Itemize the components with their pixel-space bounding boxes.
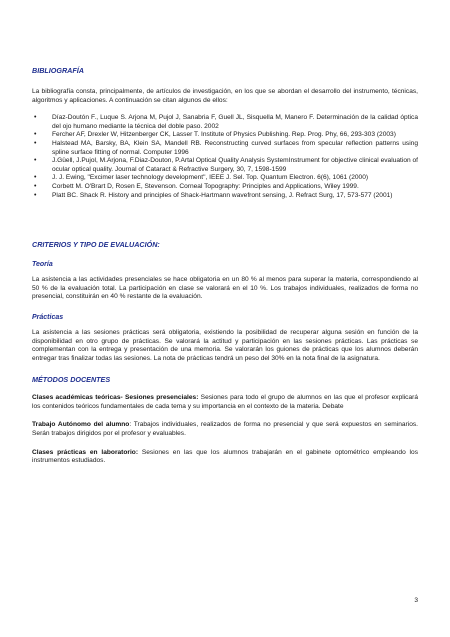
metodo-laboratorio-text: Sesiones en las que los alumnos trabajarán en el gabinete optométrico empleando los instrumentos estudiados. (32, 448, 418, 465)
metodo-autonomo-text: : Trabajos individuales, realizados de forma no presencial y que será expuestos en seminarios. Serán trabajos dirigidos por el profesor y evaluables. (32, 421, 418, 438)
metodo-laboratorio (32, 449, 418, 466)
reference-item: • Díaz-Doutón F., Luque S. Arjona M, Pujol J, Sanabria F, Guell JL, Sisquella M, Manero F. Determinación de la calidad óptica del ojo humano mediante la técnica del doble paso. 2002 (32, 114, 418, 131)
reference-list (32, 114, 418, 200)
metodo-autonomo (32, 421, 418, 438)
document-page (32, 66, 418, 466)
practicas-heading: Prácticas (32, 313, 64, 321)
teoria-heading: Teoría (32, 261, 53, 269)
reference-item: • Halstead MA, Barsky, BA, Klein SA, Mandell RB. Reconstructing curved surfaces from specular reflection patterns using spline surface fitting of normal. Computer 1996 (32, 140, 418, 157)
metodo-autonomo-label: Trabajo Autónomo del alumno (32, 421, 130, 429)
metodo-laboratorio-label: Clases prácticas en laboratorio: (32, 448, 139, 456)
metodo-teoricas (32, 394, 418, 411)
reference-item: • Corbett M. O'Brart D, Rosen E, Stevenson. Corneal Topography: Principles and Applications, Wiley 1999. (32, 183, 418, 192)
criterios-heading: CRITERIOS Y TIPO DE EVALUACIÓN: (32, 240, 160, 250)
bibliografia-intro: La bibliografía consta, principalmente, de artículos de investigación, en los que se abordan el desarrollo del instrumento, técnicas, algoritmos y aplicaciones. A continuación se citan algunos de ellos: (32, 88, 418, 104)
metodos-heading: MÉTODOS DOCENTES (32, 375, 111, 385)
metodo-teoricas-text: Sesiones para todo el grupo de alumnos en las que el profesor explicará los contenidos teóricos fundamentales de cada tema y su importancia en el contexto de la materia. Debate (32, 394, 418, 410)
reference-item: • J.Güell, J.Pujol, M.Arjona, F.Diaz-Douton, P.Artal Optical Quality Analysis SystemInstrument for objective clinical evaluation of ocular optical quality. Journal of Cataract & Refractive Surgery, 30, 7, 1598-1599 (32, 157, 418, 174)
metodo-teoricas-label: Clases académicas teóricas- Sesiones presenciales: (32, 394, 199, 402)
reference-item: • J. J. Ewing, "Excimer laser technology development", IEEE J. Sel. Top. Quantum Electron. 6(6), 1061 (2000) (32, 174, 418, 183)
reference-item: • Fercher AF, Drexler W, Hitzenberger CK, Lasser T. Institute of Physics Publishing. Rep. Prog. Phy, 66, 293-303 (2003) (32, 131, 418, 140)
page-number: 3 (414, 597, 418, 604)
reference-item: • Platt BC. Shack R. History and principles of Shack-Hartmann wavefront sensing, J. Refract Surg, 17, 573-577 (2001) (32, 192, 418, 201)
bibliografia-heading: BIBLIOGRAFÍA (32, 66, 84, 75)
teoria-text: La asistencia a las actividades presenciales se hace obligatoria en un 80 % al menos para superar la materia, correspondiendo al 50 % de la evaluación total. La participación en clase se valorará en el 10 %. Los trabajos individuales, realizados de forma no presencial, constituirán en 40 % restante de la evaluación. (32, 276, 418, 301)
practicas-text: La asistencia a las sesiones prácticas será obligatoria, existiendo la posibilidad de recuperar alguna sesión en función de la disponibilidad en otro grupo de prácticas. Se valorará la actitud y participación en las sesiones prácticas. Las prácticas se complementan con la entrega y presentación de una memoria. Se valorarán los guiones de prácticas que los alumnos deberán entregar tras finalizar todas las sesiones. La nota de prácticas tendrá un peso del 30% en la nota final de la asignatura. (32, 328, 418, 362)
